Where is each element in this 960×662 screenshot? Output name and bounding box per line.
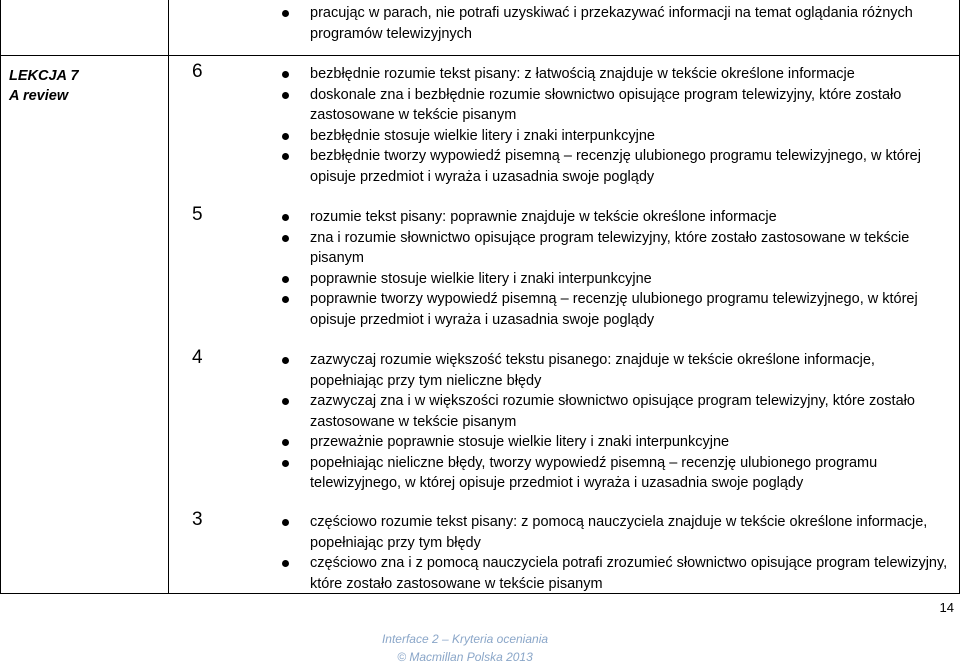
lesson-title: LEKCJA 7 xyxy=(9,68,79,84)
bullet-icon xyxy=(282,560,289,567)
bullet-icon xyxy=(282,398,289,405)
bullet-icon xyxy=(282,460,289,467)
footer-copyright: © Macmillan Polska 2013 xyxy=(397,650,533,662)
row-divider xyxy=(1,55,959,56)
list-item: bezbłędnie tworzy wypowiedź pisemną – recenzję ulubionego programu telewizyjnego, w której opisuje przedmiot i wyraża i uzasadnia swoje poglądy xyxy=(180,146,950,187)
bullet-icon xyxy=(282,10,289,17)
grade-number: 5 xyxy=(192,204,203,225)
column-divider xyxy=(168,0,169,593)
list-item: rozumie tekst pisany: poprawnie znajduje w tekście określone informacje xyxy=(180,207,950,228)
bullet-icon xyxy=(282,519,289,526)
bullet-icon xyxy=(282,235,289,242)
footer-title: Interface 2 – Kryteria oceniania xyxy=(381,632,549,646)
bullet-icon xyxy=(282,153,289,160)
grade-section-4 xyxy=(180,347,950,494)
grade-section-6 xyxy=(180,61,950,187)
page-number: 14 xyxy=(939,600,954,615)
list-item: częściowo zna i z pomocą nauczyciela potrafi zrozumieć słownictwo opisujące program telewizyjny, które zostało zastosowane w tekście pisanym xyxy=(180,553,950,594)
list-item: popełniając nieliczne błędy, tworzy wypowiedź pisemną – recenzję ulubionego programu telewizyjnego, w której opisuje przedmiot i wyraża i uzasadnia swoje poglądy xyxy=(180,453,950,494)
list-item: przeważnie poprawnie stosuje wielkie litery i znaki interpunkcyjne xyxy=(180,432,950,453)
grade-number: 4 xyxy=(192,347,203,368)
list-item: poprawnie stosuje wielkie litery i znaki interpunkcyjne xyxy=(180,269,950,290)
list-item: bezbłędnie rozumie tekst pisany: z łatwością znajduje w tekście określone informacje xyxy=(180,64,950,85)
list-item: zazwyczaj rozumie większość tekstu pisanego: znajduje w tekście określone informacje, popełniając przy tym nieliczne błędy xyxy=(180,350,950,391)
bullet-icon xyxy=(282,296,289,303)
list-item: poprawnie tworzy wypowiedź pisemną – recenzję ulubionego programu telewizyjnego, w której opisuje przedmiot i wyraża i uzasadnia swoje poglądy xyxy=(180,289,950,330)
grade-section-3 xyxy=(180,509,950,594)
bullet-icon xyxy=(282,214,289,221)
list-item: częściowo rozumie tekst pisany: z pomocą nauczyciela znajduje w tekście określone informacje, popełniając przy tym błędy xyxy=(180,512,950,553)
bullet-icon xyxy=(282,92,289,99)
list-item: doskonale zna i bezbłędnie rozumie słownictwo opisujące program telewizyjny, które zostało zastosowane w tekście pisanym xyxy=(180,85,950,126)
list-item: pracując w parach, nie potrafi uzyskiwać i przekazywać informacji na temat oglądania różnych programów telewizyjnych xyxy=(180,3,950,44)
lesson-cell xyxy=(9,66,159,106)
lesson-subtitle: A review xyxy=(9,88,69,104)
list-item: zazwyczaj zna i w większości rozumie słownictwo opisujące program telewizyjny, które zostało zastosowane w tekście pisanym xyxy=(180,391,950,432)
grade-section-5 xyxy=(180,204,950,330)
list-item: bezbłędnie stosuje wielkie litery i znaki interpunkcyjne xyxy=(180,126,950,147)
top-row xyxy=(180,3,950,44)
grade-number: 3 xyxy=(192,509,203,530)
list-item: zna i rozumie słownictwo opisujące program telewizyjny, które zostało zastosowane w tekście pisanym xyxy=(180,228,950,269)
bullet-icon xyxy=(282,439,289,446)
grade-number: 6 xyxy=(192,61,203,82)
bullet-icon xyxy=(282,357,289,364)
bullet-icon xyxy=(282,276,289,283)
bullet-icon xyxy=(282,71,289,78)
bullet-icon xyxy=(282,133,289,140)
